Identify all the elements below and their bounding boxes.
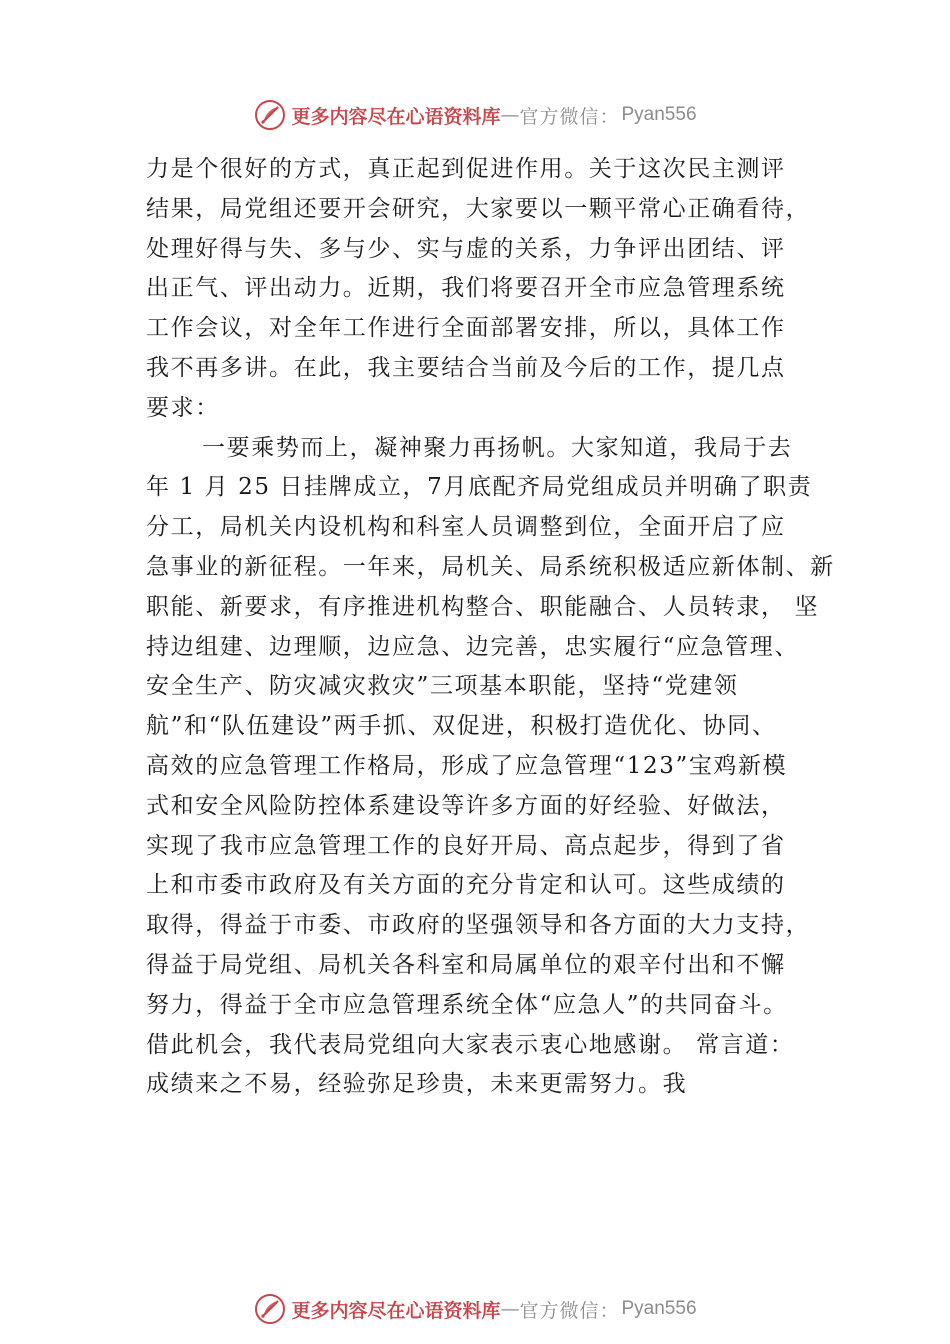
watermark-brand: 更多内容尽在心语资料库 [291, 1299, 501, 1322]
document-body [146, 150, 835, 1105]
text-line: 高效的应急管理工作格局，形成了应急管理“123”宝鸡新模 [146, 752, 788, 779]
text-line: 实现了我市应急管理工作的良好开局、高点起步，得到了省 [146, 832, 786, 859]
text-line: 力是个很好的方式，真正起到促进作用。关于这次民主测评 [146, 156, 786, 182]
watermark-separator: — [500, 104, 520, 126]
text-line: 出正气、评出动力。近期，我们将要召开全市应急管理系统 [146, 275, 786, 302]
watermark-label: 官方微信： [519, 105, 620, 128]
text-line: 努力，得益于全市应急管理系统全体“应急人”的共同奋斗。 [146, 991, 788, 1018]
text-line: 上和市委市政府及有关方面的充分肯定和认可。这些成绩的 [146, 872, 786, 899]
quill-logo-icon [253, 1292, 287, 1326]
text-line: 结果，局党组还要开会研究，大家要以一颗平常心正确看待， [146, 195, 811, 222]
text-line: 成绩来之不易，经验弥足珍贵，未来更需努力。我 [146, 1071, 688, 1098]
text-line: 工作会议，对全年工作进行全面部署安排，所以，具体工作 [146, 315, 786, 342]
watermark-label: 官方微信： [519, 1299, 620, 1322]
quill-logo-icon [253, 98, 287, 132]
text-line: 急事业的新征程。一年来，局机关、局系统积极适应新体制、新 [146, 553, 835, 580]
text-line: 年 1 月 25 日挂牌成立，7月底配齐局党组成员并明确了职责 [146, 474, 813, 501]
text-line: 得益于局党组、局机关各科室和局属单位的艰辛付出和不懈 [146, 951, 786, 978]
text-line: 职能、新要求，有序推进机构整合、职能融合、人员转隶， 坚 [146, 593, 820, 620]
header-watermark [0, 95, 950, 135]
text-line: 我不再多讲。在此，我主要结合当前及今后的工作，提几点 [146, 354, 786, 381]
watermark-separator: — [500, 1298, 520, 1320]
text-line: 要求： [146, 394, 220, 421]
text-line: 安全生产、防灾减灾救灾”三项基本职能，坚持“党建领 [146, 673, 739, 700]
text-line: 处理好得与失、多与少、实与虚的关系，力争评出团结、评 [146, 235, 786, 262]
text-line: 借此机会，我代表局党组向大家表示衷心地感谢。 常言道： [146, 1031, 795, 1058]
text-line: 式和安全风险防控体系建设等许多方面的好经验、好做法， [146, 792, 786, 819]
watermark-wechat-id: Pyan556 [621, 1298, 697, 1319]
text-line: 取得，得益于市委、市政府的坚强领导和各方面的大力支持， [146, 912, 811, 939]
text-line: 持边组建、边理顺，边应急、边完善，忠实履行“应急管理、 [146, 633, 799, 660]
watermark-brand: 更多内容尽在心语资料库 [291, 105, 501, 128]
watermark-wechat-id: Pyan556 [621, 104, 697, 125]
paragraph-start-line: 一要乘势而上，凝神聚力再扬帆。大家知道，我局于去 [202, 434, 793, 461]
text-line: 分工，局机关内设机构和科室人员调整到位，全面开启了应 [146, 514, 786, 541]
text-line: 航”和“队伍建设”两手抓、双促进，积极打造优化、协同、 [146, 713, 777, 740]
footer-watermark [0, 1289, 950, 1329]
